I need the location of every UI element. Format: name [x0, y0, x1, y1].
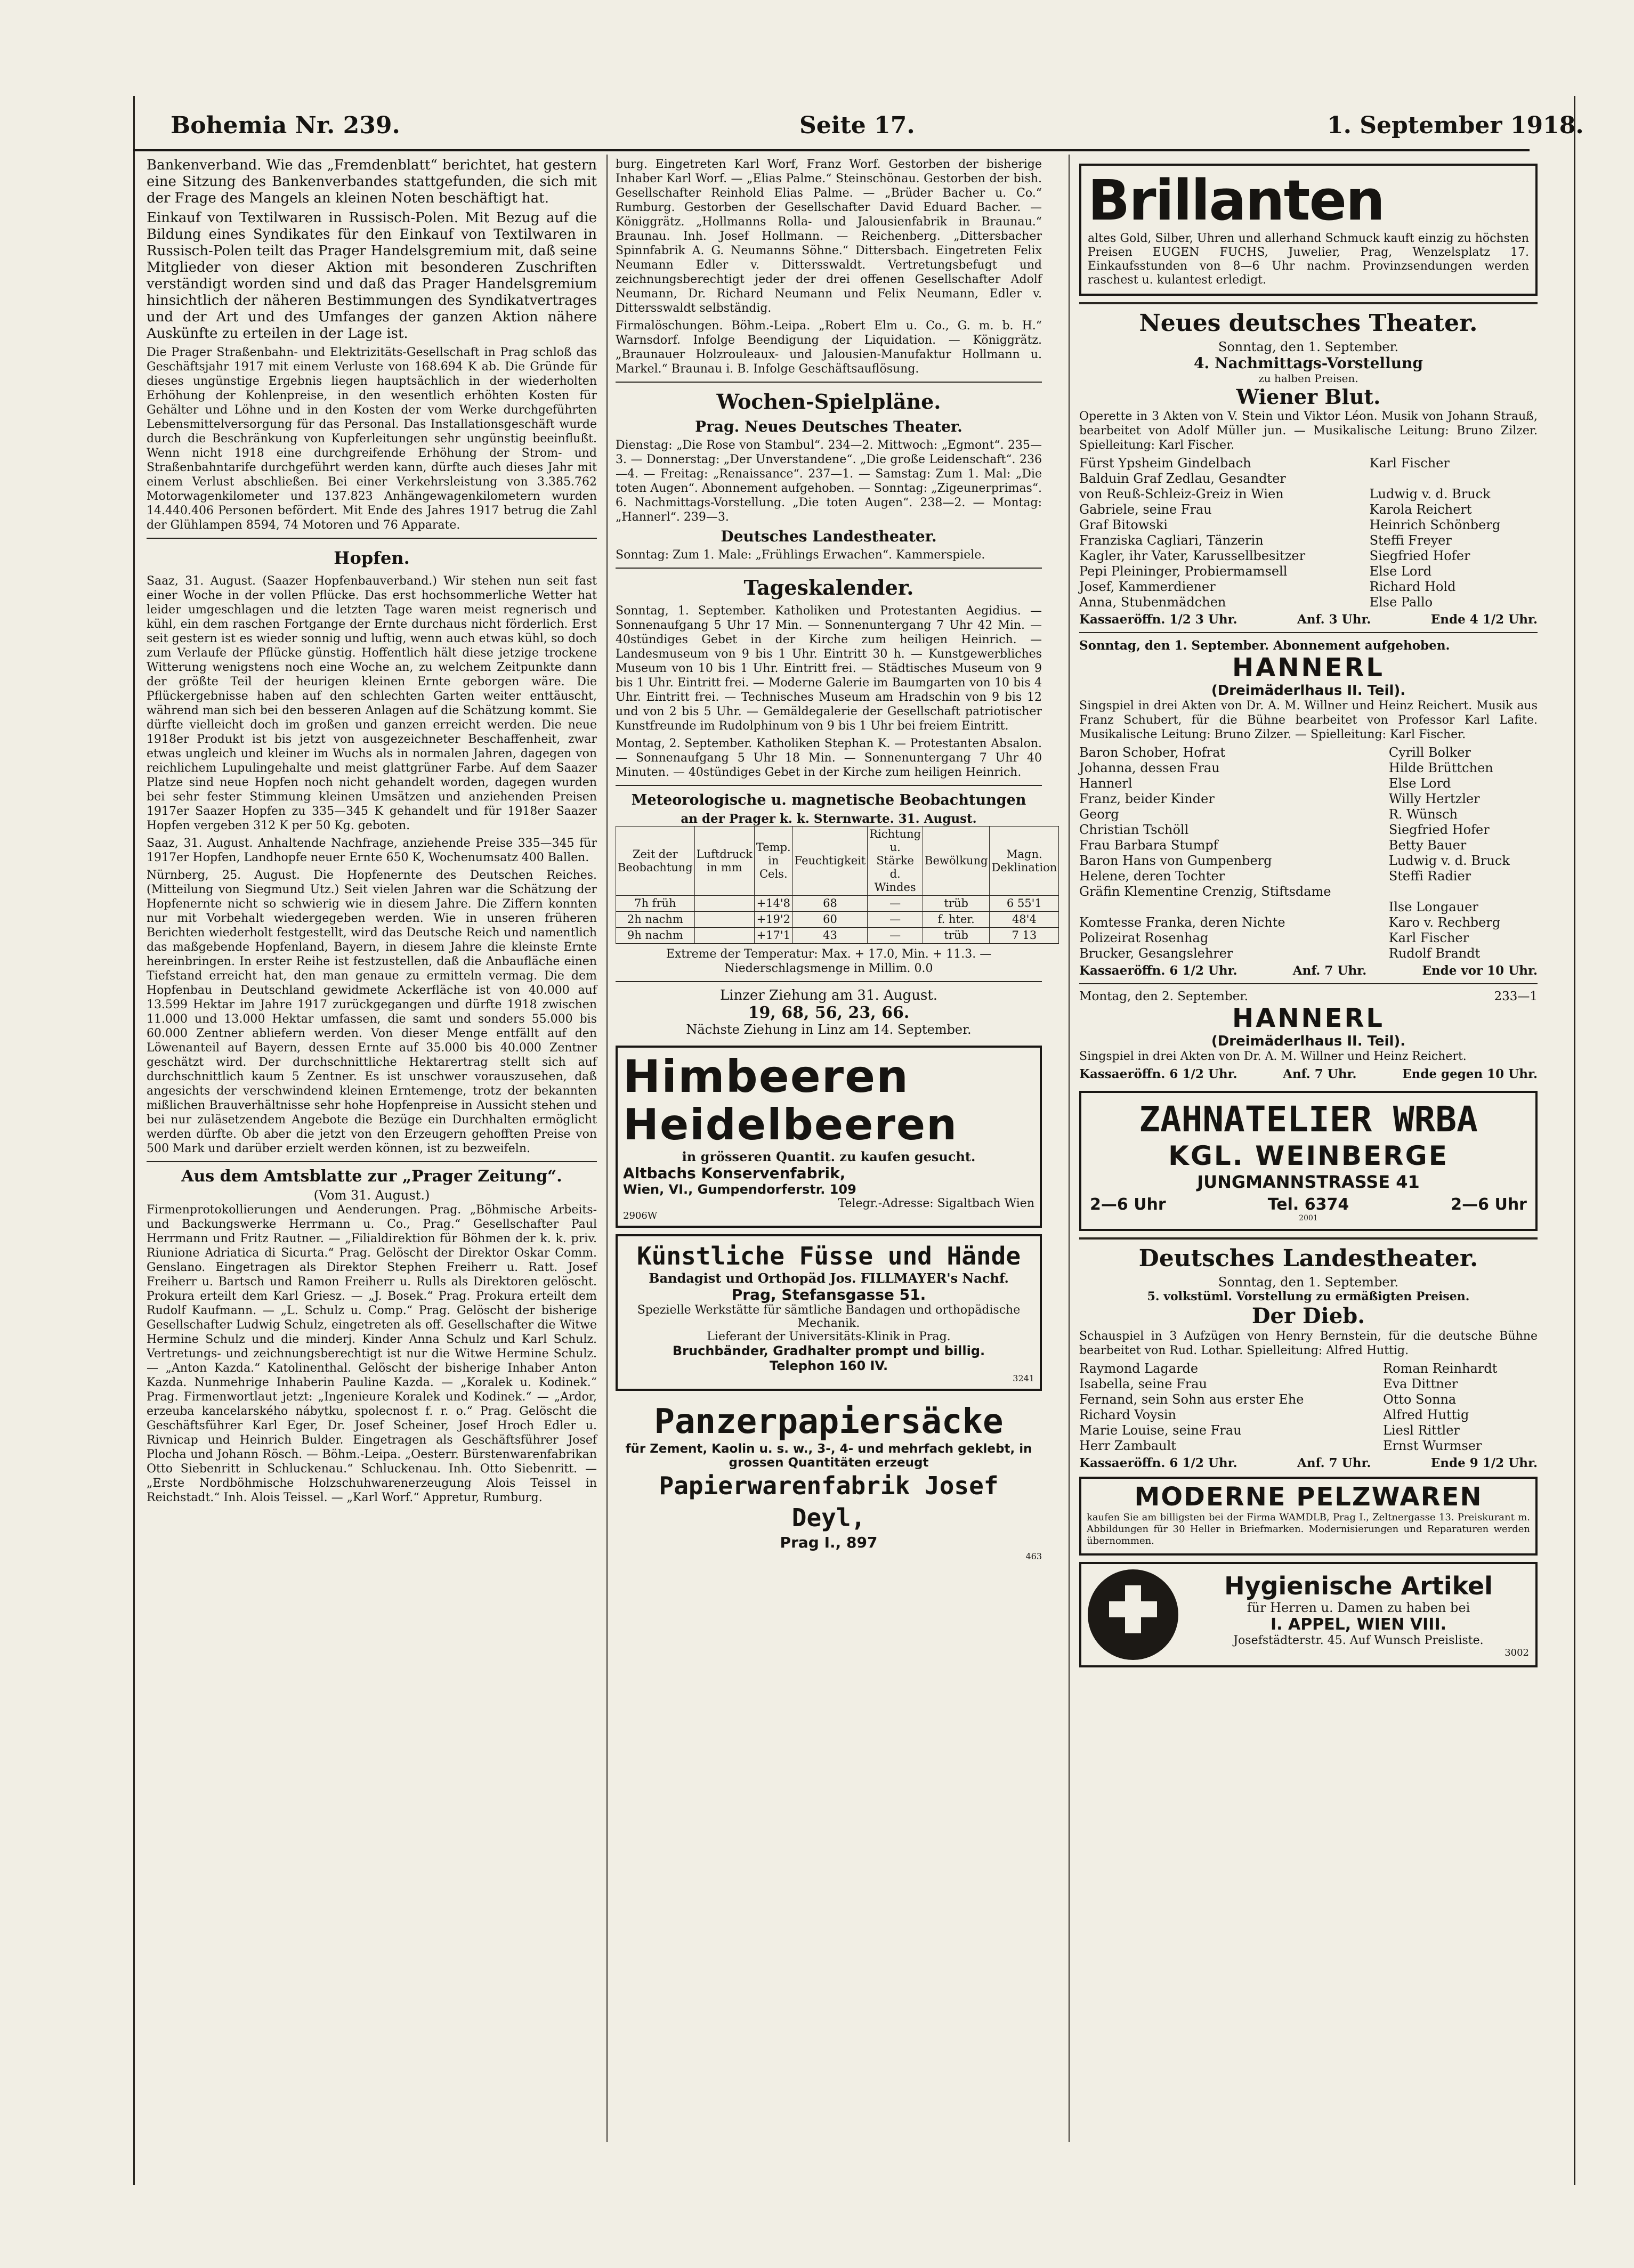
cast-role: Baron Hans von Gumpenberg	[1079, 853, 1272, 868]
hannerl1-title: HANNERL	[1232, 653, 1385, 683]
dlt-footer	[1079, 1456, 1538, 1470]
table-cell: 60	[792, 912, 868, 928]
cast-actor: Siegfried Hofer	[1388, 822, 1490, 837]
table-cell	[694, 912, 754, 928]
cast-actor: Willy Hertzler	[1388, 791, 1480, 806]
dlt-date: Sonntag, den 1. September.	[1218, 1275, 1399, 1290]
table-cell: f. hter.	[923, 912, 990, 928]
ad-himbeeren-side: in grösseren Quantit. zu kaufen gesucht.	[682, 1149, 976, 1164]
cast-actor: Ludwig v. d. Bruck	[1388, 853, 1510, 868]
ad-hygienische-address: Josefstädterstr. 45. Auf Wunsch Preisliste.	[1233, 1633, 1484, 1647]
cast-row	[1079, 1407, 1538, 1423]
red-cross-logo-icon	[1088, 1569, 1178, 1660]
cast-role: Georg	[1079, 807, 1119, 822]
article-bankenverband: Bankenverband. Wie das „Fremdenblatt“ berichtet, hat gestern eine Sitzung des Bankenverbandes stattgefunden, die sich mit der Frage des Mangels an kleinen Noten beschäftigt hat.	[147, 157, 597, 206]
ad-panzer-title: Panzerpapiersäcke	[654, 1402, 1004, 1441]
section-rule	[1079, 302, 1538, 304]
ad-brillanten	[1079, 164, 1538, 296]
hannerl2-line: Montag, den 2. September.	[1079, 990, 1249, 1003]
table-cell: +19'2	[754, 912, 792, 928]
ad-zahnatelier-code: 2001	[1299, 1214, 1318, 1222]
meteo-col-header: Zeit der Beobachtung	[616, 827, 695, 896]
ad-zahnatelier-hours-row	[1090, 1195, 1527, 1214]
meteo-table	[616, 826, 1059, 944]
ad-kuenstliche-address: Prag, Stefansgasse 51.	[731, 1286, 926, 1303]
ndt-description: Operette in 3 Akten von V. Stein und Viktor Léon. Musik von Johann Strauß, bearbeitet von Adolf Müller jun. — Musikalische Leitung: Bruno Zilzer. Spielleitung: Karl Fischer.	[1079, 410, 1538, 452]
cast-actor: Liesl Rittler	[1383, 1423, 1460, 1438]
cast-role: Anna, Stubenmädchen	[1079, 595, 1226, 610]
cast-actor	[1370, 471, 1538, 487]
dlt-anfang: Anf. 7 Uhr.	[1297, 1456, 1371, 1470]
article-hopfen-saaz: Saaz, 31. August. (Saazer Hopfenbauverband.) Wir stehen nun seit fast einer Woche in der vollen Pflücke. Das erst hochsommerliche Wetter hat leider umgeschlagen und die letzten Tage waren meist regnerisch und kühl, ein dem raschen Fortgange der Ernte durchaus nicht förderlich. Erst seit gestern ist es wieder sonnig und luftig, wenn auch etwas kühl, so doch zum Verlaufe der Pflücke günstig. Hoffentlich hält diese jetzige trockene Witterung wenigstens noch eine Woche an, zu welchem Zeitpunkte dann der größte Teil der heurigen kleinen Ernte geborgen wäre. Die Pflückergebnisse haben auf den schlechten Garten weiter enttäuscht, während man sich bei den besseren Anlagen auf die Schätzung kommt. Sie dürfte vielleicht doch im großen und ganzen erreicht werden. Die neue 1918er Produkt ist bis jetzt von ausgezeichneter Beschaffenheit, zwar etwas ungleich und kleiner im Wuchs als in normalen Jahren, dagegen von reichlichem Lupulingehalte und meist glattgrüner Farbe. Auf dem Saazer Platze sind neue Hopfen noch nicht gehandelt worden, dagegen wurden bei sehr fester Stimmung kleinen Umsätzen und anziehenden Preisen 1917er Saazer Hopfen zu 335—345 K gehandelt und für 1918er Saazer Hopfen vergeben 312 K per 50 Kg. geboten.	[147, 574, 597, 832]
ad-brillanten-body: altes Gold, Silber, Uhren und allerhand Schmuck kauft einzig zu höchsten Preisen EUGEN FUCHS, Juwelier, Prag, Wenzelsplatz 17. Einkaufsstunden von 8—6 Uhr nachm. Provinzsendungen werden raschest u. kulantest erledigt.	[1088, 232, 1529, 287]
hannerl1-cast-list	[1079, 745, 1538, 961]
hannerl1-footer	[1079, 963, 1538, 978]
ad-kuenstliche-fuesse	[616, 1234, 1042, 1391]
section-rule	[147, 538, 597, 539]
header-page: Seite 17.	[799, 112, 915, 139]
cast-row	[1079, 822, 1538, 838]
article-hopfen-nuernberg: Nürnberg, 25. August. Die Hopfenernte des Deutschen Reiches. (Mitteilung von Siegmund Utz.) Seit vielen Jahren war die Schätzung der Hopfenernte nicht so schwierig wie in diesem Jahre. Die Ziffern konnten nur mit Vorbehalt wiedergegeben werden. Wie in unseren früheren Berichten wiederholt festgestellt, wird das Deutsche Reich und namentlich das maßgebende Hopfenland, Bayern, in diesem Jahre die kleinste Ernte hereinbringen. In erster Reihe ist festzustellen, daß die Anbaufläche einen Tiefstand erreicht hat, den man genaue zu ermitteln vermag. Die dem Hopfenbau in Deutschland gewidmete Ackerfläche ist von 40.000 auf 13.599 Hektar im Jahre 1917 zurückgegangen und dürfte 1918 zwischen 11.000 und 13.000 Hektar umfassen, die samt und sonders 55.000 bis 60.000 Zentner abliefern werden. Von dieser Menge entfällt auf den Löwenanteil auf Bayern, dessen Ernte auf 35.000 bis 40.000 Zentner geschätzt wird. Der durchschnittliche Hektarertrag stellt sich auf durchschnittlich kaum 5 Zentner. Es ist unschwer vorauszusehen, daß angesichts der verschwindend kleinen Erntemenge, trotz der bekannten mißlichen Brauverhältnisse sehr hohe Hopfenpreise in Aussicht stehen und bei nur zuläsetzendem Angebote die Bezüge ein Durchhalten ermöglicht werden dürfte. Ob aber die jetzt von den Erzeugern gehofften Preise von 500 Mark und darüber erzielt werden können, ist zu bezweifeln.	[147, 869, 597, 1155]
ad-panzer-code: 463	[1025, 1551, 1042, 1561]
table-cell: —	[868, 912, 923, 928]
spielplan-landestheater: Sonntag: Zum 1. Male: „Frühlings Erwachen“. Kammerspiele.	[616, 548, 985, 562]
section-title-tageskalender: Tageskalender.	[743, 576, 914, 600]
cast-role	[1079, 900, 1389, 915]
cast-role: Marie Louise, seine Frau	[1079, 1423, 1242, 1438]
cast-actor: Ernst Wurmser	[1383, 1438, 1482, 1453]
lotto-title: Linzer Ziehung am 31. August.	[719, 987, 937, 1003]
hannerl1-subtitle: (Dreimäderlhaus II. Teil).	[1211, 683, 1406, 699]
hannerl2-description: Singspiel in drei Akten von Dr. A. M. Willner und Heinz Reichert.	[1079, 1050, 1467, 1063]
cast-actor: Ludwig v. d. Bruck	[1369, 487, 1491, 501]
hannerl1-kassa: Kassaeröffn. 6 1/2 Uhr.	[1079, 963, 1237, 978]
meteo-title: Meteorologische u. magnetische Beobachtungen	[631, 792, 1026, 808]
meteo-col-header: Magn. Deklination	[990, 827, 1059, 896]
theater-title-landestheater: Deutsches Landestheater.	[721, 528, 937, 545]
cast-role: Franz, beider Kinder	[1079, 791, 1215, 806]
cast-row	[1079, 471, 1538, 487]
cast-actor: Otto Sonna	[1383, 1392, 1457, 1407]
spielplan-prag: Dienstag: „Die Rose von Stambul“. 234—2. Mittwoch: „Egmont“. 235—3. — Donnerstag: „Der Unverstandene“. „Die große Leidenschaft“. 236—4. — Freitag: „Renaissance“. 237—1. — Samstag: Zum 1. Mal: „Die toten Augen“. Abonnement aufgehoben. — Sonntag: „Zigeunerprimas“. 6. Nachmittags-Vorstellung. „Die toten Augen“. 238—2. — Montag: „Hannerl“. 239—3.	[616, 439, 1042, 524]
ad-panzer-address: Prag I., 897	[780, 1534, 878, 1551]
cast-row	[1079, 548, 1538, 564]
ad-himbeeren-code: 2906W	[623, 1210, 658, 1221]
section-title-hopfen: Hopfen.	[334, 548, 410, 568]
ad-himbeeren-telegram: Telegr.-Adresse: Sigaltbach Wien	[838, 1197, 1034, 1210]
cast-role: Frau Barbara Stumpf	[1079, 838, 1218, 853]
dlt-vorstellung: 5. volkstüml. Vorstellung zu ermäßigten Preisen.	[1147, 1290, 1470, 1303]
table-cell	[694, 896, 754, 912]
ad-kuenstliche-telephone: Telephon 160 IV.	[769, 1358, 888, 1373]
table-cell: 48'4	[990, 912, 1059, 928]
table-cell: 7 13	[990, 928, 1059, 944]
cast-actor: Karl Fischer	[1369, 456, 1450, 471]
cast-row	[1079, 564, 1538, 579]
cast-role: von Reuß-Schleiz-Greiz in Wien	[1079, 487, 1284, 501]
ad-zahnatelier-title: ZAHNATELIER WRBA	[1139, 1099, 1478, 1140]
cast-row	[1079, 760, 1538, 776]
cast-row	[1079, 915, 1538, 930]
ad-hygienische-artikel	[1079, 1562, 1538, 1667]
hannerl2-footer	[1079, 1067, 1538, 1081]
table-cell: —	[868, 928, 923, 944]
cast-role: Isabella, seine Frau	[1079, 1376, 1207, 1391]
tageskalender-sonntag: Sonntag, 1. September. Katholiken und Protestanten Aegidius. — Sonnenaufgang 5 Uhr 17 Min. — Sonnenuntergang 7 Uhr 42 Min. — 40stündiges Gebet in der Kirche zum heiligen Heinrich. — Landesmuseum von 9 bis 1 Uhr. Eintritt 30 h. — Kunstgewerbliches Museum von 10 bis 1 Uhr. Eintritt frei. — Städtisches Museum von 9 bis 1 Uhr. Eintritt frei. — Moderne Galerie im Baumgarten von 10 bis 4 Uhr. Eintritt frei. — Technisches Museum am Hradschin von 9 bis 12 und von 2 bis 5 Uhr. — Gemäldegalerie der Gesellschaft patriotischer Kunstfreunde im Rudolphinum von 9 bis 1 Uhr bei freiem Eintritt.	[616, 604, 1042, 733]
cast-actor: Alfred Huttig	[1383, 1407, 1469, 1422]
ad-hygienische-body: für Herren u. Damen zu haben bei	[1247, 1600, 1470, 1615]
table-cell: 68	[792, 896, 868, 912]
cast-row	[1079, 930, 1538, 946]
cast-role: Pepi Pleininger, Probiermamsell	[1079, 564, 1288, 579]
amtsblatt-date: (Vom 31. August.)	[313, 1188, 430, 1203]
table-cell: trüb	[923, 896, 990, 912]
cast-row	[1079, 776, 1538, 791]
table-cell: +17'1	[754, 928, 792, 944]
column-separator	[1069, 155, 1070, 2142]
ndt-cast-list	[1079, 456, 1538, 610]
ad-zahnatelier-hours-2: 2—6 Uhr	[1451, 1195, 1527, 1214]
article-amtsblatt-cont: burg. Eingetreten Karl Worf, Franz Worf. Gestorben der bisherige Inhaber Karl Worf. — „Elias Palme.“ Steinschönau. Gestorben der bish. Gesellschafter Reinhold Elias Palme. — „Brüder Bacher u. Co.“ Rumburg. Gestorben der Gesellschafter David Eduard Bacher. — Königgrätz. „Hollmanns Rolla- und Jalousienfabrik in Braunau.“ Braunau. Inh. Josef Hollmann. — Reichenberg. „Dittersbacher Spinnfabrik A. G. Neumanns Söhne.“ Dittersbach. Eingetreten Felix Neumann Edler v. Dittersswaldt. Vertretungsbefugt und zeichnungsberechtigt jeder der drei offenen Gesellschafter Adolf Neumann, Dr. Richard Neumann und Felix Neumann, Edler v. Dittersswaldt selbständig.	[616, 158, 1042, 315]
ad-zahnatelier-address: JUNGMANNSTRASSE 41	[1197, 1172, 1420, 1192]
ndt-preise: zu halben Preisen.	[1258, 372, 1358, 385]
article-einkauf: Einkauf von Textilwaren in Russisch-Polen. Mit Bezug auf die Bildung eines Syndikates für den Einkauf von Textilwaren in Russisch-Polen teilt das Prager Handelsgremium mit, daß seine Mitglieder von dieser Aktion mit besonderen Zuschriften verständigt worden sind und daß das Prager Handelsgremium hinsichtlich der näheren Bestimmungen des Syndikatvertrages und der Art und des Umfanges der ganzen Aktion nähere Auskünfte zu erteilen in der Lage ist.	[147, 210, 597, 342]
ad-kuenstliche-sub: Bandagist und Orthopäd Jos. FILLMAYER's Nachf.	[649, 1270, 1009, 1286]
cast-actor: Else Lord	[1369, 564, 1432, 579]
cast-role: Josef, Kammerdiener	[1079, 579, 1216, 594]
cast-row	[1079, 807, 1538, 822]
cast-actor: Else Pallo	[1369, 595, 1433, 610]
ndt-kassa: Kassaeröffn. 1/2 3 Uhr.	[1079, 612, 1237, 627]
ad-pelzwaren-body: kaufen Sie am billigsten bei der Firma WAMDLB, Prag I., Zeltnergasse 13. Preiskurant m. Abbildungen für 30 Heller in Briefmarken. Modernisierungen und Reparaturen werden übernommen.	[1087, 1512, 1530, 1546]
meteo-col-header: Temp. in Cels.	[754, 827, 792, 896]
hannerl2-kassa: Kassaeröffn. 6 1/2 Uhr.	[1079, 1067, 1237, 1081]
dlt-cast-list	[1079, 1361, 1538, 1454]
ad-himbeeren-firm: Altbachs Konservenfabrik,	[623, 1164, 846, 1182]
article-firmenloeschungen: Firmalöschungen. Böhm.-Leipa. „Robert Elm u. Co., G. m. b. H.“ Warnsdorf. Infolge Beendigung der Liquidation. — Königgrätz. „Braunauer Holzrouleaux- und Jalousien-Manufaktur Hollmann u. Markel.“ Braunau i. B. Infolge Geschäftsauflösung.	[616, 319, 1042, 376]
cast-actor: Cyrill Bolker	[1388, 745, 1471, 760]
table-cell: 9h nachm	[616, 928, 695, 944]
cast-row	[1079, 579, 1538, 595]
cast-row	[1079, 946, 1538, 961]
cast-actor: Betty Bauer	[1388, 838, 1467, 853]
cast-row	[1079, 900, 1538, 915]
dlt-description: Schauspiel in 3 Aufzügen von Henry Bernstein, für die deutsche Bühne bearbeitet von Rud. Lothar. Spielleitung: Alfred Huttig.	[1079, 1330, 1538, 1357]
hannerl2-anfang: Anf. 7 Uhr.	[1283, 1067, 1357, 1081]
cast-actor: Else Lord	[1388, 776, 1451, 791]
cast-row	[1079, 1361, 1538, 1376]
cast-row	[1079, 838, 1538, 853]
tageskalender-montag: Montag, 2. September. Katholiken Stephan K. — Protestanten Absalon. — Sonnenaufgang 5 Uhr 18 Min. — Sonnenuntergang 7 Uhr 40 Minuten. — 40stündiges Gebet in der Kirche zum heiligen Heinrich.	[616, 737, 1042, 779]
cast-row	[1079, 745, 1538, 760]
cast-row	[1079, 533, 1538, 548]
ad-hygienische-firm: I. APPEL, WIEN VIII.	[1270, 1615, 1447, 1634]
table-cell: 7h früh	[616, 896, 695, 912]
cast-role: Kagler, ihr Vater, Karussellbesitzer	[1079, 548, 1306, 563]
article-hopfen-saaz-2: Saaz, 31. August. Anhaltende Nachfrage, anziehende Preise 335—345 für 1917er Hopfen, Landhopfe neuer Ernte 650 K, Wochenumsatz 400 Ballen.	[147, 837, 597, 864]
dlt-play-title: Der Dieb.	[1251, 1303, 1365, 1329]
lotto-next: Nächste Ziehung in Linz am 14. September.	[686, 1022, 972, 1037]
cast-role: Polizeirat Rosenhag	[1079, 930, 1209, 945]
cast-row	[1079, 502, 1538, 517]
ad-himbeeren-line2: Heidelbeeren	[623, 1100, 958, 1149]
ad-panzerpapiersaecke	[616, 1402, 1042, 1561]
table-cell	[694, 928, 754, 944]
cast-actor: Heinrich Schönberg	[1369, 517, 1501, 532]
cast-row	[1079, 869, 1538, 884]
cast-role: Gabriele, seine Frau	[1079, 502, 1212, 517]
cast-role: Balduin Graf Zedlau, Gesandter	[1079, 471, 1286, 486]
ad-himbeeren-address: Wien, VI., Gumpendorferstr. 109	[623, 1182, 856, 1197]
cast-actor: Karl Fischer	[1388, 930, 1469, 945]
cast-actor: Steffi Radier	[1388, 869, 1471, 884]
cast-role: Johanna, dessen Frau	[1079, 760, 1220, 775]
dlt-kassa: Kassaeröffn. 6 1/2 Uhr.	[1079, 1456, 1237, 1470]
column-1	[147, 157, 597, 2150]
table-cell: 2h nachm	[616, 912, 695, 928]
ad-kuenstliche-lieferant: Lieferant der Universitäts-Klinik in Prag.	[707, 1330, 951, 1343]
ad-kuenstliche-body: Spezielle Werkstätte für sämtliche Bandagen und orthopädische Mechanik.	[637, 1303, 1021, 1330]
header-date: 1. September 1918.	[1327, 112, 1584, 139]
hannerl2-line-row	[1079, 990, 1538, 1003]
article-strassenbahn: Die Prager Straßenbahn- und Elektrizitäts-Gesellschaft in Prag schloß das Geschäftsjahr 1917 mit einem Verluste von 168.694 K ab. Die Gründe für dieses ungünstige Ergebnis liegen hauptsächlich in der wiederholten Erhöhung der Kohlenpreise, in den wesentlich erhöhten Kosten für Gehälter und Löhne und in den Kosten der vom Werke durchgeführten Lebensmittelversorgung für das Personal. Das Installationsgeschäft wurde durch die Beschränkung von Kupferleitungen sehr ungünstig beeinflußt. Wenn nicht 1918 eine durchgreifende Erhöhung der Strom- und Straßenbahntarife durchgeführt werden kann, dürfte auch dieses Jahr mit einem Verlust abschließen. Bei einer Verkehrsleistung von 3.385.762 Motorwagenkilometer und 137.823 Anhängewagenkilometern wurden 14.440.406 Personen befördert. Mit Ende des Jahres 1917 betrug die Zahl der Glühlampen 8594, 74 Motoren und 76 Apparate.	[147, 346, 597, 532]
cast-actor: Steffi Freyer	[1369, 533, 1452, 548]
ad-pelzwaren	[1079, 1477, 1538, 1556]
ndt-anfang: Anf. 3 Uhr.	[1297, 612, 1371, 627]
ad-kuenstliche-code: 3241	[1013, 1373, 1034, 1383]
section-rule	[1079, 1237, 1538, 1240]
ad-panzer-firm: Papierwarenfabrik Josef Deyl,	[659, 1471, 999, 1532]
cast-role: Brucker, Gesangslehrer	[1079, 946, 1233, 961]
ad-panzer-body: für Zement, Kaolin u. s. w., 3-, 4- und mehrfach geklebt, in grossen Quantitäten erzeugt	[625, 1442, 1032, 1470]
meteo-col-header: Luftdruck in mm	[694, 827, 754, 896]
table-row	[616, 912, 1059, 928]
hannerl2-number: 233—1	[1494, 990, 1538, 1003]
cast-actor: Hilde Brüttchen	[1388, 760, 1493, 775]
meteo-table-header	[616, 827, 1059, 896]
cast-actor: R. Wünsch	[1388, 807, 1458, 822]
page-header	[133, 112, 1584, 149]
header-issue: Bohemia Nr. 239.	[171, 112, 400, 139]
table-cell: 6 55'1	[990, 896, 1059, 912]
lotto-numbers: 19, 68, 56, 23, 66.	[748, 1003, 910, 1022]
meteo-col-header: Richtung u. Stärke d. Windes	[868, 827, 923, 896]
ad-kuenstliche-title: Künstliche Füsse und Hände	[636, 1242, 1021, 1270]
cast-row	[1079, 517, 1538, 533]
cast-role: Baron Schober, Hofrat	[1079, 745, 1226, 760]
table-cell: trüb	[923, 928, 990, 944]
table-row	[616, 896, 1059, 912]
cast-actor: Rudolf Brandt	[1388, 946, 1481, 961]
ad-zahnatelier-hours: 2—6 Uhr	[1090, 1195, 1166, 1214]
hannerl1-ende: Ende vor 10 Uhr.	[1422, 963, 1538, 978]
ndt-footer	[1079, 612, 1538, 627]
section-title-wochenspielplaene: Wochen-Spielpläne.	[716, 390, 941, 414]
ad-hygienische-title: Hygienische Artikel	[1224, 1571, 1493, 1600]
ndt-ende: Ende 4 1/2 Uhr.	[1430, 612, 1538, 627]
cast-row	[1079, 1423, 1538, 1438]
section-rule	[147, 1161, 597, 1162]
cast-role: Fürst Ypsheim Gindelbach	[1079, 456, 1251, 471]
cast-role: Franziska Cagliari, Tänzerin	[1079, 533, 1264, 548]
dlt-ende: Ende 9 1/2 Uhr.	[1430, 1456, 1538, 1470]
ad-zahnatelier-tel: Tel. 6374	[1267, 1195, 1349, 1214]
cast-role: Komtesse Franka, deren Nichte	[1079, 915, 1285, 930]
cast-role: Herr Zambault	[1079, 1438, 1176, 1453]
theater-title-prag: Prag. Neues Deutsches Theater.	[695, 418, 962, 435]
hannerl1-line: Sonntag, den 1. September. Abonnement aufgehoben.	[1079, 638, 1450, 653]
cast-actor	[1389, 884, 1538, 900]
table-cell: 43	[792, 928, 868, 944]
ad-himbeeren-line1: Himbeeren	[623, 1050, 909, 1103]
section-rule	[616, 785, 1042, 786]
ad-hygienische-text	[1188, 1572, 1529, 1658]
column-3	[1079, 157, 1538, 2150]
ad-zahnatelier-sub: KGL. WEINBERGE	[1168, 1140, 1449, 1171]
table-cell: —	[868, 896, 923, 912]
cast-role: Graf Bitowski	[1079, 517, 1168, 532]
cast-row	[1079, 456, 1538, 471]
meteo-subtitle: an der Prager k. k. Sternwarte. 31. August.	[681, 812, 977, 826]
cast-actor: Ilse Longauer	[1388, 900, 1478, 914]
cast-actor: Karola Reichert	[1369, 502, 1472, 517]
hannerl2-subtitle: (Dreimäderlhaus II. Teil).	[1211, 1033, 1406, 1049]
ad-kuenstliche-bruch: Bruchbänder, Gradhalter prompt und billig.	[672, 1343, 985, 1358]
section-title-amtsblatt: Aus dem Amtsblatte zur „Prager Zeitung“.	[181, 1167, 562, 1186]
ndt-vorstellung: 4. Nachmittags-Vorstellung	[1194, 354, 1423, 372]
section-rule	[616, 568, 1042, 569]
cast-role: Helene, deren Tochter	[1079, 869, 1225, 884]
table-cell: +14'8	[754, 896, 792, 912]
ad-pelzwaren-title: MODERNE PELZWAREN	[1134, 1482, 1483, 1512]
cast-role: Raymond Lagarde	[1079, 1361, 1199, 1376]
cast-row	[1079, 1392, 1538, 1407]
hannerl1-description: Singspiel in drei Akten von Dr. A. M. Willner und Heinz Reichert. Musik aus Franz Schubert, für die Bühne bearbeitet von Professor Karl Lafite. Musikalische Leitung: Bruno Zilzer. — Spielleitung: Karl Fischer.	[1079, 699, 1538, 741]
ndt-date: Sonntag, den 1. September.	[1218, 339, 1399, 354]
theater-title-neues-deutsches: Neues deutsches Theater.	[1139, 310, 1478, 337]
cast-role: Gräfin Klementine Crenzig, Stiftsdame	[1079, 884, 1331, 899]
column-2	[616, 157, 1057, 2150]
section-rule	[616, 382, 1042, 383]
ad-himbeeren	[616, 1046, 1042, 1228]
cast-actor: Eva Dittner	[1383, 1376, 1458, 1391]
meteo-col-header: Bewölkung	[923, 827, 990, 896]
cast-role: Fernand, sein Sohn aus erster Ehe	[1079, 1392, 1304, 1407]
ad-brillanten-title: Brillanten	[1088, 168, 1385, 233]
meteo-extreme: Extreme der Temperatur: Max. + 17.0, Min. + 11.3. — Niederschlagsmenge in Millim. 0.0	[666, 947, 992, 975]
cast-role: Christian Tschöll	[1079, 822, 1189, 837]
cast-actor: Karo v. Rechberg	[1388, 915, 1501, 930]
cast-row	[1079, 595, 1538, 610]
hannerl2-title: HANNERL	[1232, 1003, 1385, 1033]
ndt-play-title: Wiener Blut.	[1236, 385, 1381, 409]
cast-row	[1079, 487, 1538, 502]
header-rule	[133, 149, 1530, 151]
cast-row	[1079, 1376, 1538, 1392]
hannerl2-ende: Ende gegen 10 Uhr.	[1402, 1067, 1538, 1081]
theater-title-deutsches-landestheater: Deutsches Landestheater.	[1138, 1245, 1478, 1272]
cast-actor: Roman Reinhardt	[1383, 1361, 1498, 1376]
section-rule	[1079, 983, 1538, 984]
cast-role: Hannerl	[1079, 776, 1133, 791]
ad-hygienische-code: 3002	[1504, 1647, 1529, 1658]
section-rule	[1079, 632, 1538, 633]
cast-row	[1079, 1438, 1538, 1454]
article-amtsblatt: Firmenprotokollierungen und Aenderungen. Prag. „Böhmische Arbeits- und Backungswerke Herrmann u. Co., Prag.“ Gesellschafter Paul Herrmann und Fritz Rautner. — „Filialdirektion für Böhmen der k. k. priv. Riunione Adriatica di Sicurta.“ Prag. Gelöscht der Direktor Oskar Comm. Genslano. Eingetragen als Direktor Stephen Freiherr u. Ratt. Josef Freiherr u. Bartsch und Ramon Freiherr u. Rulls als Direktoren gelöscht. Prokura erteilt dem Karl Griesz. — „J. Bosek.“ Prag. Prokura erteilt dem Rudolf Kaufmann. — „L. Schulz u. Comp.“ Prag. Gelöscht der bisherige Gesellschafter Ludwig Schulz, eingetreten als off. Gesellschafter die Witwe Hermine Schulz und die minderj. Kinder Anna Schulz und Karl Schulz. Vertretungs- und zeichnungsberechtigt ist nur die Witwe Hermine Schulz. — „Anton Kazda.“ Katolinenthal. Gelöscht der bisherige Inhaber Anton Kazda. Nunmehrige Inhaberin Pauline Kazda. — „Koralek u. Kodinek.“ Prag. Firmenwortlaut jetzt: „Ingenieure Koralek und Kodinek.“ — „Ardor, erzeuba kancelarského nábytku, spolecnost f. r. o.“ Prag. Gelöscht die Geschäftsführer Karl Eger, Dr. Josef Scheiner, Josef Hroch Edler u. Rivnicap und Heinrich Bulder. Eingetragen als Geschäftsführer Josef Plocha und Johann Rösch. — Böhm.-Leipa. „Oesterr. Bürstenwarenfabrikan Otto Siebenritt in Schluckenau.“ Schluckenau. Inh. Otto Siebenritt. — „Erste Nordböhmische Holzschuhwarenerzeugung Alois Teissel in Reichstadt.“ Inh. Alois Teissel. — „Karl Worf.“ Appretur, Rumburg.	[147, 1203, 597, 1504]
cast-actor: Richard Hold	[1369, 579, 1456, 594]
column-separator	[606, 155, 608, 2142]
table-row	[616, 928, 1059, 944]
ad-zahnatelier	[1079, 1091, 1538, 1231]
hannerl1-anfang: Anf. 7 Uhr.	[1292, 963, 1367, 978]
cast-role: Richard Voysin	[1079, 1407, 1177, 1422]
meteo-col-header: Feuchtigkeit	[792, 827, 868, 896]
cast-actor: Siegfried Hofer	[1369, 548, 1470, 563]
cast-row	[1079, 853, 1538, 869]
section-rule	[616, 981, 1042, 982]
cast-row	[1079, 884, 1538, 900]
cast-row	[1079, 791, 1538, 807]
